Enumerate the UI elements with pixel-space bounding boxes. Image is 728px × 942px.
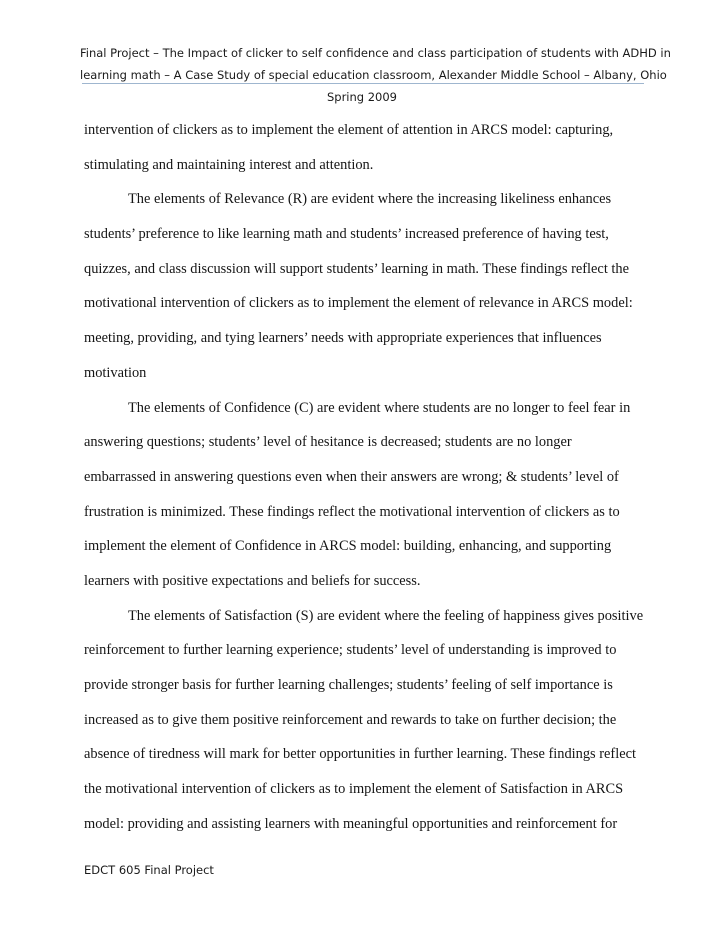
body-line: motivation — [84, 364, 147, 381]
body-line: learners with positive expectations and beliefs for success. — [84, 572, 421, 589]
body-line: stimulating and maintaining interest and attention. — [84, 156, 374, 173]
body-line: provide stronger basis for further learning challenges; students’ feeling of self importance is — [84, 677, 613, 693]
body-line: the motivational intervention of clickers as to implement the element of Satisfaction in ARCS — [84, 781, 624, 798]
body-line: frustration is minimized. These findings reflect the motivational intervention of clickers as to — [84, 503, 620, 520]
header-divider — [82, 83, 644, 84]
body-line: increased as to give them positive reinforcement and rewards to take on further decision; the — [84, 711, 617, 728]
body-line: students’ preference to like learning math and students’ increased preference of having test, — [84, 226, 609, 243]
header-title-line-1: Final Project – The Impact of clicker to self confidence and class participation of students with ADHD in — [80, 46, 671, 60]
body-line: absence of tiredness will mark for better opportunities in further learning. These findings reflect — [84, 746, 636, 763]
header-date: Spring 2009 — [326, 90, 398, 104]
body-line: answering questions; students’ level of hesitance is decreased; students are no longer — [84, 434, 572, 451]
body-line: motivational intervention of clickers as to implement the element of relevance in ARCS model: — [84, 295, 633, 312]
body-line: implement the element of Confidence in ARCS model: building, enhancing, and supporting — [84, 538, 612, 555]
paragraph-relevance-start: The elements of Relevance (R) are evident where the increasing likeliness enhances — [128, 191, 612, 208]
paragraph-satisfaction-start: The elements of Satisfaction (S) are evident where the feeling of happiness gives positive — [128, 607, 644, 624]
header-title-line-2: learning math – A Case Study of special education classroom, Alexander Middle School – Albany, Ohio — [80, 68, 667, 82]
page-header — [80, 42, 671, 108]
paragraph-confidence-start: The elements of Confidence (C) are evident where students are no longer to feel fear in — [128, 399, 631, 416]
body-line: quizzes, and class discussion will support students’ learning in math. These findings reflect the — [84, 260, 629, 277]
body-line: embarrassed in answering questions even when their answers are wrong; & students’ level of — [84, 468, 619, 485]
page-footer: EDCT 605 Final Project — [84, 863, 214, 877]
body-line: intervention of clickers as to implement the element of attention in ARCS model: capturing, — [84, 122, 614, 138]
body-line: meeting, providing, and tying learners’ needs with appropriate experiences that influences — [84, 330, 602, 347]
body-line: model: providing and assisting learners with meaningful opportunities and reinforcement for — [84, 815, 618, 832]
body-line: reinforcement to further learning experience; students’ level of understanding is improved to — [84, 642, 617, 659]
document-body — [84, 113, 646, 841]
